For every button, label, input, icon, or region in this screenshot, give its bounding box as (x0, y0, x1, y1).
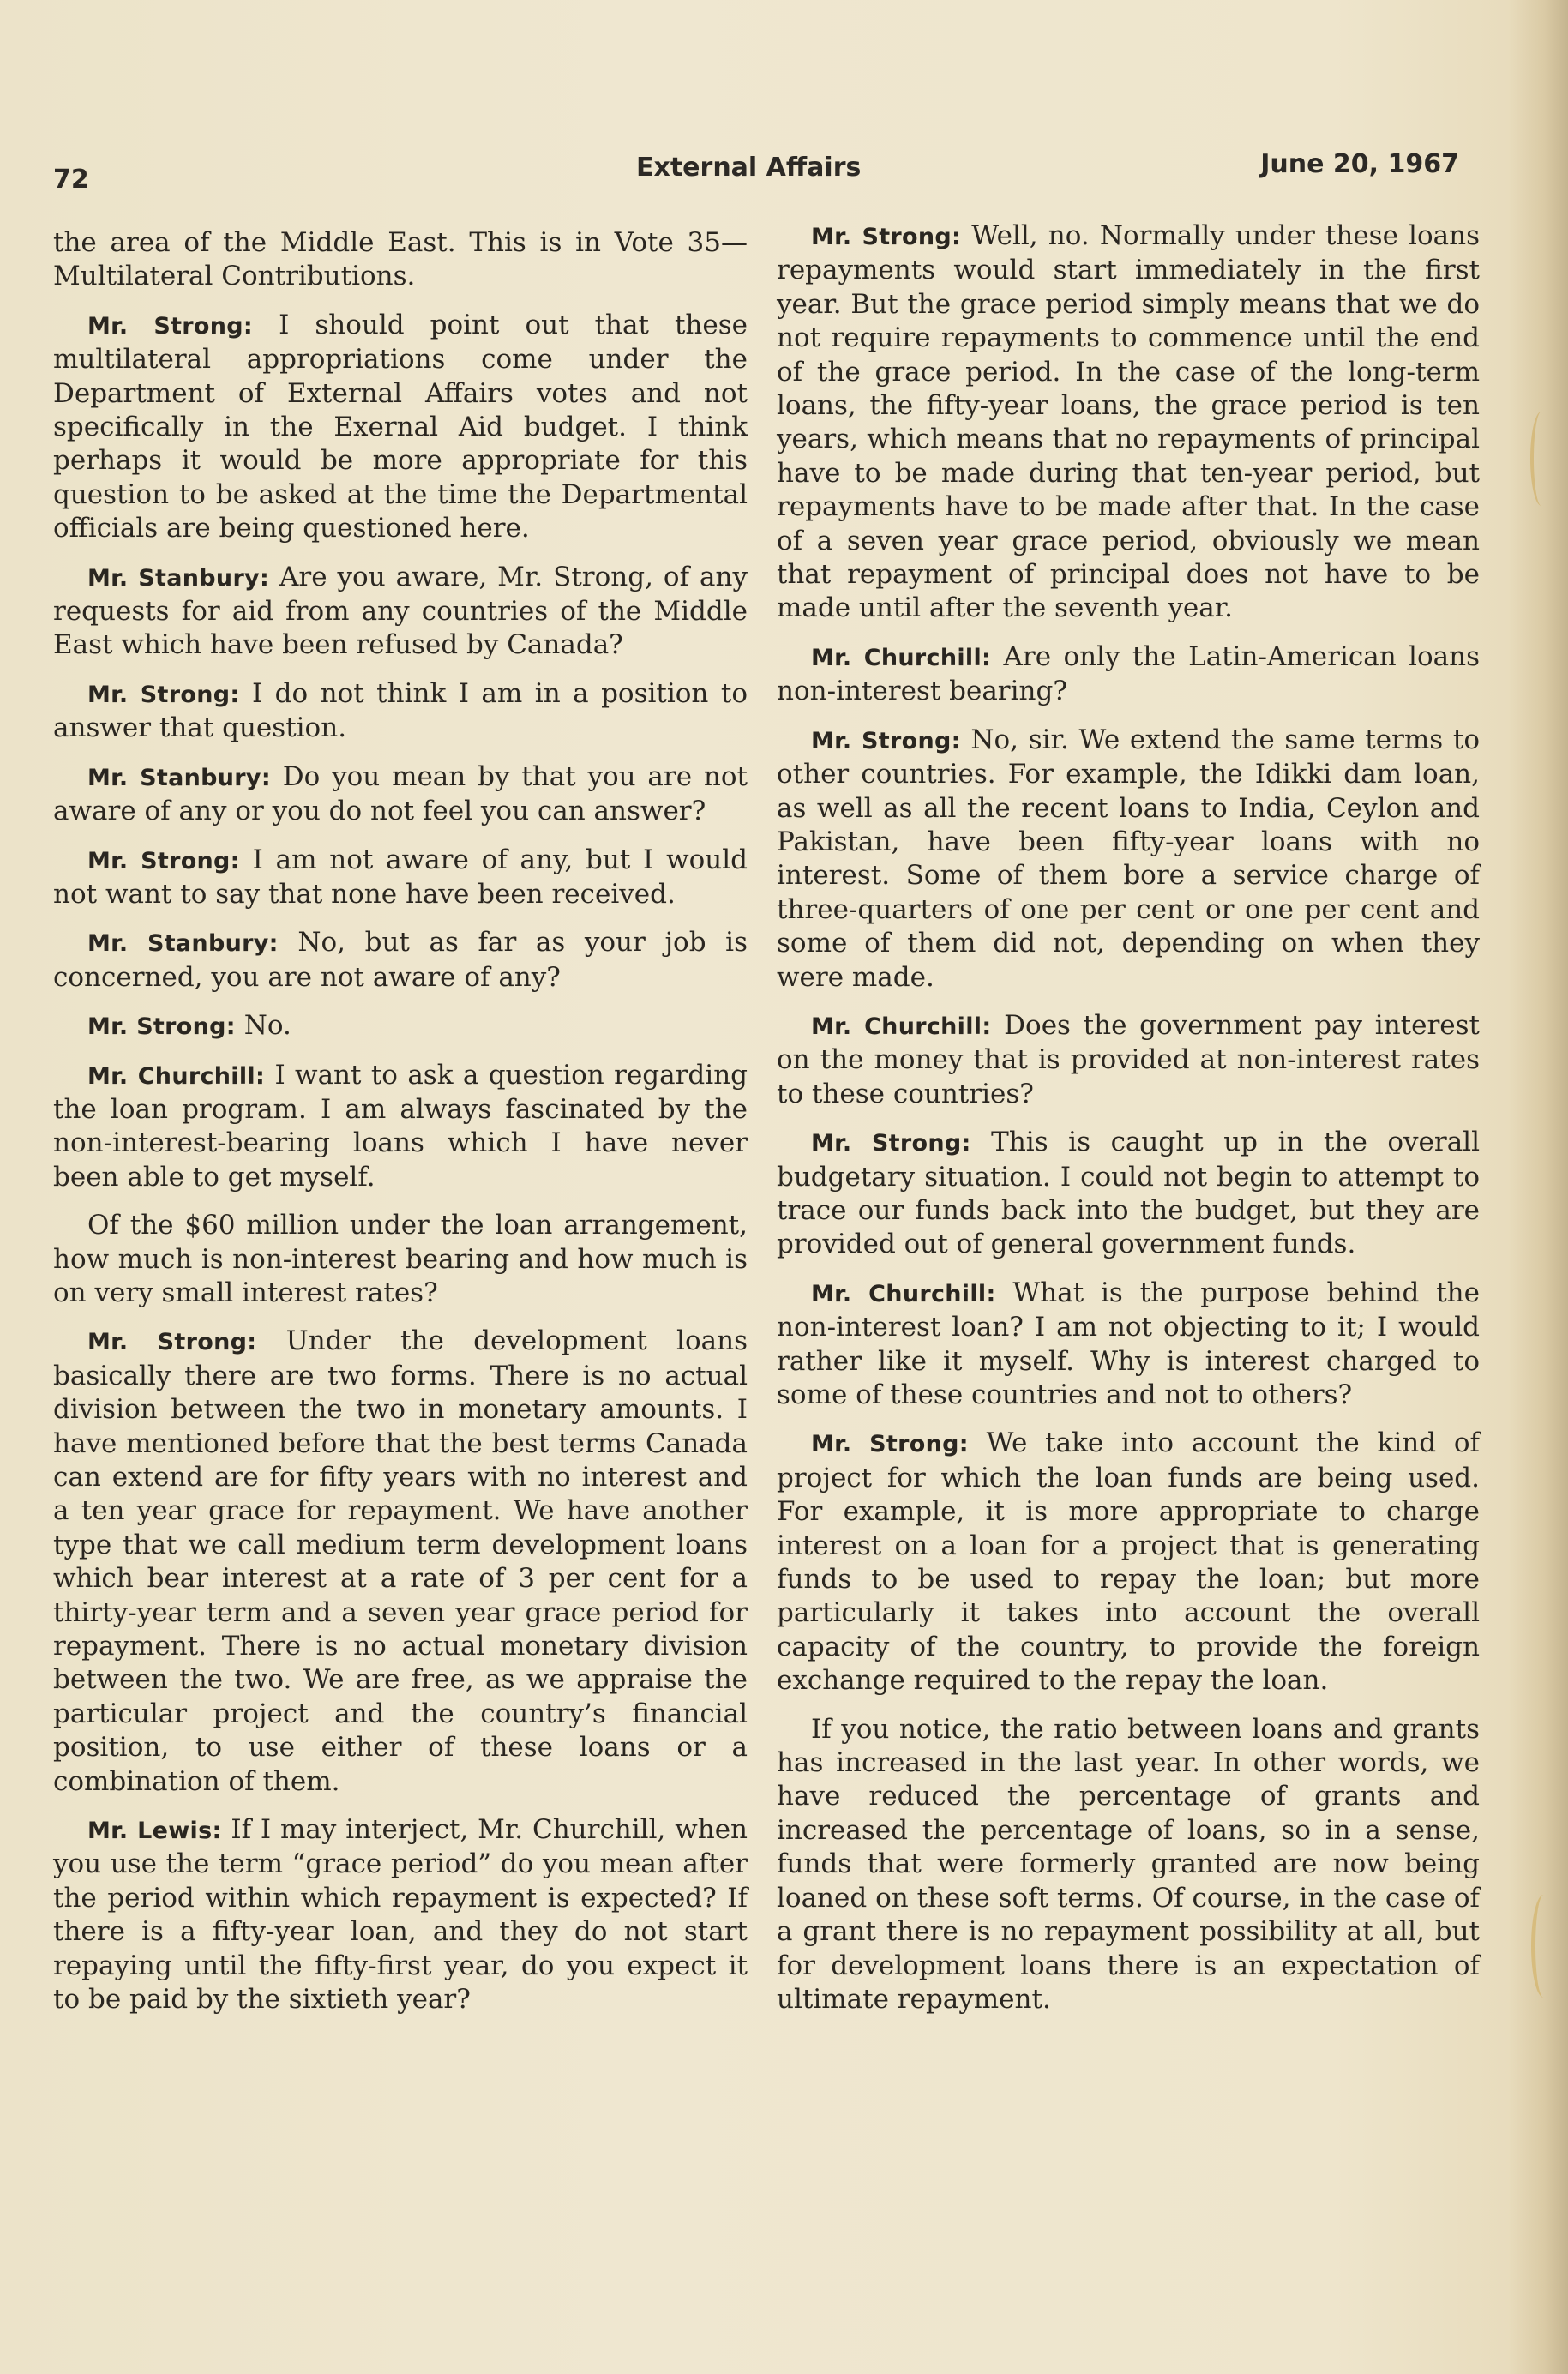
section-title: External Affairs (636, 153, 862, 183)
paragraph (53, 1209, 748, 1310)
page-header (53, 149, 1459, 195)
page-edge-shadow (1508, 0, 1568, 2374)
paragraph (53, 1325, 748, 1799)
paragraph-text: If you notice, the ratio between loans and grants has increased in the last year. In other words, we have reduced the percentage of grants and increased the percentage of loans, so in a sense, funds that were formerly granted are now being loaned on these soft terms. Of course, in the case of a grant there is no repayment possibility at all, but for development loans there is an expectation of ultimate repayment. (777, 1713, 1480, 2015)
paragraph-text: Do you mean by that you are not aware of any or you do not feel you can answer? (53, 760, 748, 827)
speaker-name: Mr. Stanbury: (87, 564, 270, 592)
paragraph (777, 640, 1480, 709)
paragraph (777, 1713, 1480, 2017)
paragraph-text: We take into account the kind of project for which the loan funds are being used. For example, it is more appropriate to charge interest on a loan for a project that is generating funds to be used to repay the loan; but more particularly it takes into account the overall capacity of the country, to provide the foreign exchange required to the repay the loan. (777, 1427, 1480, 1697)
speaker-name: Mr. Strong: (87, 312, 254, 340)
speaker-name: Mr. Strong: (811, 727, 961, 754)
speaker-name: Mr. Churchill: (811, 1280, 996, 1307)
paragraph (53, 926, 748, 995)
speaker-name: Mr. Strong: (87, 681, 240, 708)
paragraph-text: I want to ask a question regarding the loan program. I am always fascinated by the non-interest-bearing loans which I have never been able to get myself. (53, 1059, 748, 1193)
paragraph-text: No. (243, 1010, 291, 1042)
binding-mark (1531, 1895, 1556, 1998)
paragraph-text: I should point out that these multilateral appropriations come under the Department of External Affairs votes and not specifically in the Exernal Aid budget. I think perhaps it would be more appropriate for this question to be asked at the time the Departmental officials are being questioned here. (53, 309, 748, 544)
speaker-name: Mr. Stanbury: (87, 930, 279, 958)
paragraph-text: Well, no. Normally under these loans repayments would start immediately in the first year. But the grace period simply means that we do not require repayments to commence until the end of the grace period. In the case of the long-term loans, the fifty-year loans, the grace period is ten years, which means that no repayments of principal have to be made during that ten-year period, but repayments have to be made after that. In the case of a seven year grace period, obviously we mean that repayment of principal does not have to be made until after the seventh year. (777, 220, 1480, 624)
speaker-name: Mr. Strong: (811, 224, 962, 250)
left-column (53, 226, 748, 2032)
paragraph-text: Under the development loans basically there are two forms. There is no actual division between the two in monetary amounts. I have mentioned before that the best terms Canada can extend are for fifty years with no interest and a ten year grace for repayment. We have another type that we call medium term development loans which bear interest at a rate of 3 per cent for a thirty-year term and a seven year grace period for repayment. There is no actual monetary division between the two. We are free, as we appraise the particular project and the country’s financial position, to use either of these loans or a combination of them. (53, 1325, 748, 1797)
paragraph-text: Does the government pay interest on the money that is provided at non-interest rates to these countries? (777, 1009, 1480, 1109)
paragraph (53, 561, 748, 663)
paragraph (53, 1059, 748, 1195)
speaker-name: Mr. Lewis: (87, 1818, 222, 1845)
paragraph (777, 724, 1480, 995)
right-column (777, 219, 1480, 2031)
page-number: 72 (53, 165, 89, 195)
paragraph-text: No, sir. We extend the same terms to other countries. For example, the Idikki dam loan, as well as all the recent loans to India, Ceylon and Pakistan, have been fifty-year loans with no interest. Some of them bore a service charge of three-quarters of one per cent or one per cent and some of them did not, depending on when they were made. (777, 724, 1480, 993)
paragraph (53, 1813, 748, 2016)
speaker-name: Mr. Strong: (811, 1431, 969, 1458)
paragraph (53, 1009, 748, 1043)
paragraph-text: the area of the Middle East. This is in Vote 35—Multilateral Contributions. (53, 227, 748, 292)
paragraph (53, 844, 748, 912)
header-date: June 20, 1967 (1260, 149, 1459, 179)
paragraph-text: What is the purpose behind the non-interest loan? I am not objecting to it; I would rather like it myself. Why is interest charged to some of these countries and not to others? (777, 1277, 1480, 1410)
speaker-name: Mr. Stanbury: (87, 764, 271, 791)
speaker-name: Mr. Churchill: (811, 644, 992, 671)
paragraph (777, 1126, 1480, 1262)
paragraph-text: I do not think I am in a position to answer that question. (53, 677, 748, 744)
paragraph (777, 219, 1480, 626)
speaker-name: Mr. Churchill: (87, 1062, 266, 1090)
paragraph (777, 1427, 1480, 1698)
paragraph (777, 1277, 1480, 1413)
paragraph (53, 309, 748, 546)
paragraph-text: I am not aware of any, but I would not want to say that none have been received. (53, 844, 748, 910)
speaker-name: Mr. Strong: (87, 1013, 236, 1041)
paragraph-text: This is caught up in the overall budgetary situation. I could not begin to attempt to trace our funds back into the budget, but they are provided out of general government funds. (777, 1127, 1481, 1260)
speaker-name: Mr. Strong: (87, 1329, 257, 1356)
binding-mark (1530, 412, 1553, 506)
paragraph-text: Are only the Latin-American loans non-interest bearing? (777, 640, 1480, 707)
paragraph-text: No, but as far as your job is concerned, you are not aware of any? (53, 927, 748, 993)
paragraph-text: If I may interject, Mr. Churchill, when you use the term “grace period” do you mean after the period within which repayment is expected? If there is a fifty-year loan, and they do not start repaying until the fifty-first year, do you expect it to be paid by the sixtieth year? (53, 1814, 748, 2016)
paragraph-text: Of the $60 million under the loan arrangement, how much is non-interest bearing and how much is on very small interest rates? (53, 1210, 748, 1308)
paragraph-text: Are you aware, Mr. Strong, of any requests for aid from any countries of the Middle East which have been refused by Canada? (53, 561, 748, 661)
paragraph (53, 677, 748, 746)
speaker-name: Mr. Strong: (87, 847, 240, 874)
paragraph (53, 226, 748, 294)
paragraph (777, 1009, 1480, 1111)
paragraph (53, 760, 748, 829)
speaker-name: Mr. Churchill: (811, 1013, 992, 1040)
speaker-name: Mr. Strong: (811, 1130, 971, 1157)
